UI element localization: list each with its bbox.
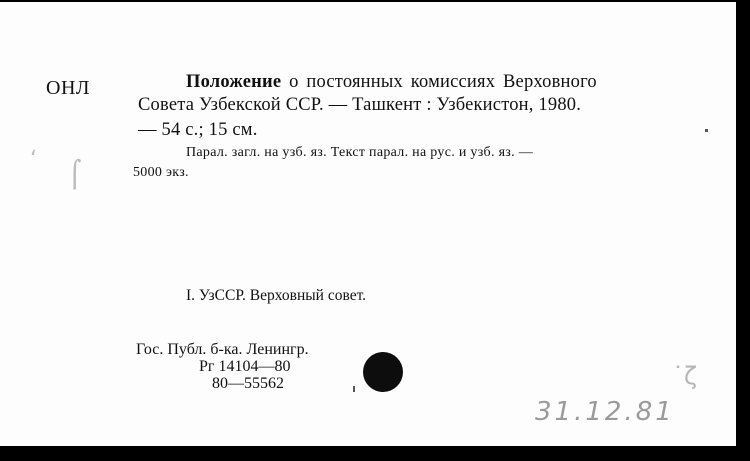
title-heading: Положение — [186, 72, 282, 92]
card-edge-shadow — [736, 0, 750, 461]
call-number: ОНЛ — [46, 77, 90, 99]
ink-stamp-blot — [363, 352, 403, 392]
faint-mark: ⌠ — [68, 160, 82, 190]
pencil-marks: ˙ζ — [672, 362, 698, 390]
title-continuation: о постоянных комиссиях Верховного — [281, 72, 597, 92]
collation-line: — 54 с.; 15 см. — [138, 120, 258, 140]
library-name: Гос. Публ. б-ка. Ленингр. — [136, 341, 309, 358]
card-number: 80—55562 — [212, 375, 284, 392]
title-line-1 — [186, 72, 597, 93]
title-line-2: Совета Узбекской ССР. — Ташкент : Узбекистон, 1980. — [138, 95, 582, 115]
subject-tracing: I. УзССР. Верховный совет. — [186, 287, 367, 304]
faint-mark: ʻ — [30, 147, 37, 172]
ink-speck — [705, 129, 708, 132]
ink-speck — [353, 386, 355, 392]
registry-number: Рг 14104—80 — [199, 358, 291, 375]
note-line-1: Парал. загл. на узб. яз. Текст парал. на рус. и узб. яз. — — [186, 145, 534, 160]
note-line-2: 5000 экз. — [133, 165, 189, 180]
handwritten-date: 31.12.81 — [535, 397, 675, 427]
catalog-card — [0, 2, 736, 446]
